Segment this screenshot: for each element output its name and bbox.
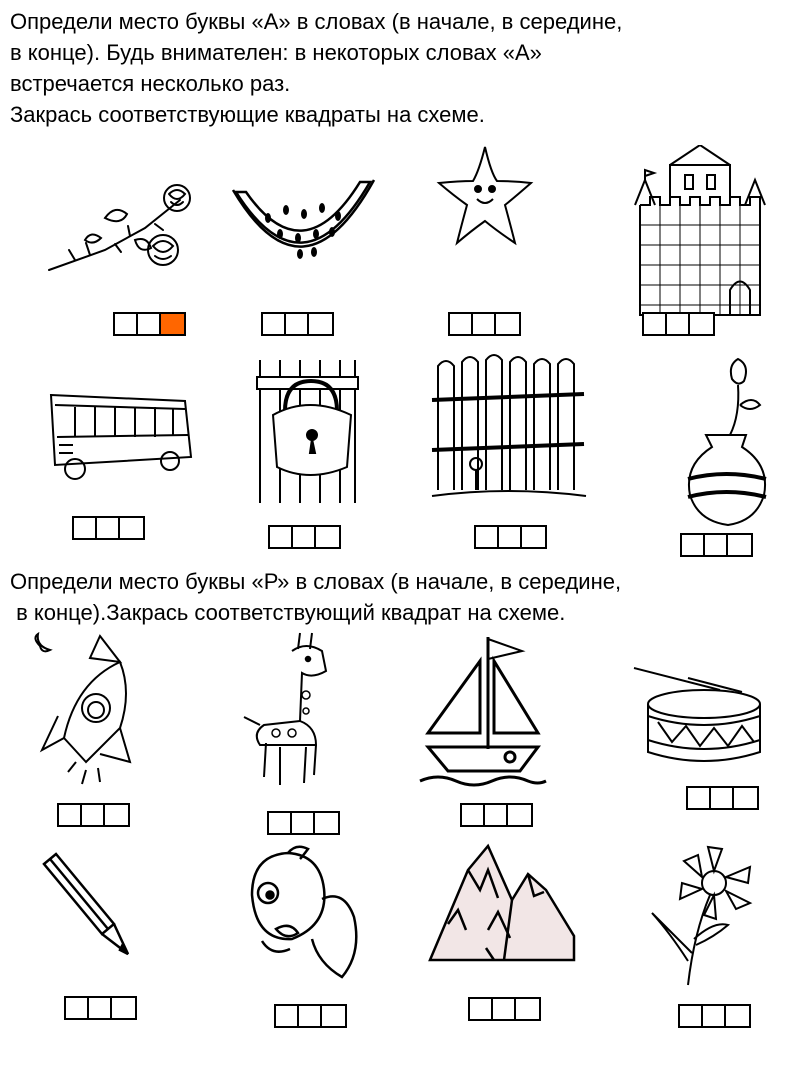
scheme-cell-end[interactable]: [690, 314, 713, 334]
letter-scheme-vase: [680, 533, 753, 557]
drum-icon: [628, 660, 768, 770]
scheme-cell-end[interactable]: [728, 535, 751, 555]
scheme-cell-start[interactable]: [59, 805, 82, 825]
scheme-cell-start[interactable]: [263, 314, 286, 334]
task1-line: встречается несколько раз.: [10, 71, 291, 96]
scheme-cell-end[interactable]: [316, 527, 339, 547]
scheme-cell-end[interactable]: [726, 1006, 749, 1026]
bus-icon: [45, 385, 195, 485]
scheme-cell-middle[interactable]: [493, 999, 516, 1019]
scheme-cell-start[interactable]: [476, 527, 499, 547]
letter-scheme-pencil: [64, 996, 137, 1020]
castle-icon: [630, 145, 770, 320]
scheme-cell-start[interactable]: [644, 314, 667, 334]
scheme-cell-middle[interactable]: [138, 314, 161, 334]
scheme-cell-middle[interactable]: [292, 813, 315, 833]
task2-instructions: [10, 566, 621, 628]
scheme-cell-end[interactable]: [309, 314, 332, 334]
giraffe-icon: [236, 625, 336, 795]
scheme-cell-middle[interactable]: [89, 998, 112, 1018]
fish-icon: [232, 845, 362, 985]
scheme-cell-end[interactable]: [112, 998, 135, 1018]
task2-line: Определи место буквы «Р» в словах (в начале, в середине,: [10, 569, 622, 594]
letter-scheme-starfish: [448, 312, 521, 336]
sailboat-icon: [418, 633, 548, 793]
letter-scheme-giraffe: [267, 811, 340, 835]
scheme-cell-middle[interactable]: [667, 314, 690, 334]
daisy-icon: [638, 843, 760, 988]
scheme-cell-end[interactable]: [105, 805, 128, 825]
scheme-cell-middle[interactable]: [711, 788, 734, 808]
watermelon-slice-icon: [228, 178, 378, 278]
letter-scheme-fence: [474, 525, 547, 549]
letter-scheme-rocket: [57, 803, 130, 827]
task2-line: в конце).Закрась соответствующий квадрат на схеме.: [10, 600, 566, 625]
letter-scheme-rose: [113, 312, 186, 336]
scheme-cell-start[interactable]: [462, 805, 485, 825]
scheme-cell-start[interactable]: [270, 527, 293, 547]
task1-line: Закрась соответствующие квадраты на схеме.: [10, 102, 485, 127]
task1-line: в конце). Будь внимателен: в некоторых словах «А»: [10, 40, 542, 65]
scheme-cell-end[interactable]: [516, 999, 539, 1019]
scheme-cell-middle[interactable]: [293, 527, 316, 547]
scheme-cell-middle[interactable]: [703, 1006, 726, 1026]
scheme-cell-middle[interactable]: [499, 527, 522, 547]
letter-scheme-fish: [274, 1004, 347, 1028]
scheme-cell-end[interactable]: [508, 805, 531, 825]
scheme-cell-start[interactable]: [276, 1006, 299, 1026]
scheme-cell-middle[interactable]: [299, 1006, 322, 1026]
scheme-cell-middle[interactable]: [286, 314, 309, 334]
scheme-cell-middle[interactable]: [485, 805, 508, 825]
scheme-cell-start[interactable]: [74, 518, 97, 538]
mountains-icon: [428, 840, 576, 965]
scheme-cell-middle[interactable]: [97, 518, 120, 538]
scheme-cell-end[interactable]: [322, 1006, 345, 1026]
scheme-cell-start[interactable]: [450, 314, 473, 334]
letter-scheme-daisy: [678, 1004, 751, 1028]
scheme-cell-end[interactable]: [315, 813, 338, 833]
scheme-cell-middle[interactable]: [82, 805, 105, 825]
pencil-icon: [40, 850, 135, 960]
fence-icon: [428, 350, 590, 500]
letter-scheme-drum: [686, 786, 759, 810]
scheme-cell-end[interactable]: [120, 518, 143, 538]
letter-scheme-sailboat: [460, 803, 533, 827]
scheme-cell-end[interactable]: [496, 314, 519, 334]
rocket-icon: [28, 632, 148, 792]
padlock-icon: [255, 355, 360, 505]
scheme-cell-start[interactable]: [66, 998, 89, 1018]
scheme-cell-middle[interactable]: [705, 535, 728, 555]
vase-icon: [670, 355, 775, 530]
scheme-cell-start[interactable]: [688, 788, 711, 808]
letter-scheme-bus: [72, 516, 145, 540]
scheme-cell-start[interactable]: [269, 813, 292, 833]
scheme-cell-end-filled[interactable]: [161, 314, 184, 334]
scheme-cell-end[interactable]: [522, 527, 545, 547]
task1-line: Определи место буквы «А» в словах (в начале, в середине,: [10, 9, 623, 34]
scheme-cell-start[interactable]: [682, 535, 705, 555]
scheme-cell-middle[interactable]: [473, 314, 496, 334]
letter-scheme-watermelon: [261, 312, 334, 336]
letter-scheme-mountains: [468, 997, 541, 1021]
scheme-cell-start[interactable]: [115, 314, 138, 334]
scheme-cell-start[interactable]: [470, 999, 493, 1019]
starfish-icon: [435, 143, 535, 248]
task1-instructions: [10, 6, 622, 130]
letter-scheme-castle: [642, 312, 715, 336]
letter-scheme-padlock: [268, 525, 341, 549]
scheme-cell-start[interactable]: [680, 1006, 703, 1026]
scheme-cell-end[interactable]: [734, 788, 757, 808]
rose-icon: [45, 180, 200, 275]
